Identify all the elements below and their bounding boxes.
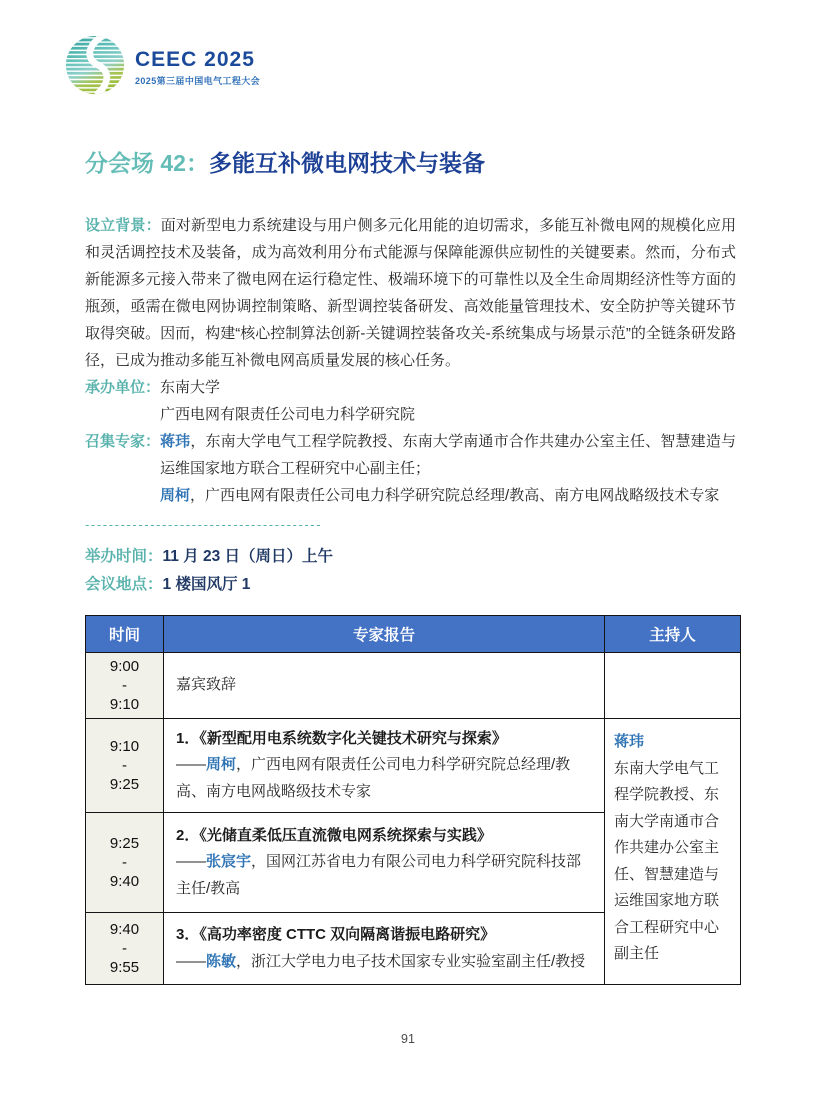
event-venue-row bbox=[85, 571, 736, 599]
moderator-cell bbox=[605, 719, 741, 985]
convener-name: 周柯 bbox=[160, 487, 191, 504]
time-cell bbox=[86, 813, 164, 913]
ceec-globe-icon bbox=[64, 34, 126, 101]
report-cell bbox=[164, 813, 605, 913]
time-start: 9:40 bbox=[109, 921, 140, 938]
time-separator: - bbox=[122, 940, 127, 957]
report-cell bbox=[164, 913, 605, 985]
convener-entry bbox=[160, 428, 736, 482]
report-title: 嘉宾致辞 bbox=[176, 676, 237, 694]
time-end: 9:25 bbox=[109, 776, 140, 793]
conveners-row bbox=[85, 428, 736, 509]
time-cell bbox=[86, 653, 164, 719]
time-start: 9:10 bbox=[109, 738, 140, 755]
background-label: 设立背景： bbox=[85, 217, 161, 234]
table-row bbox=[86, 653, 741, 719]
report-speaker-line bbox=[176, 752, 592, 805]
time-end: 9:55 bbox=[109, 959, 140, 976]
event-time-value: 11 月 23 日（周日）上午 bbox=[162, 548, 334, 565]
time-separator: - bbox=[122, 757, 127, 774]
moderator-name: 蒋玮 bbox=[614, 733, 645, 750]
session-number: 分会场 42： bbox=[85, 150, 209, 176]
time-separator: - bbox=[122, 677, 127, 694]
organizer-line: 广西电网有限责任公司电力科学研究院 bbox=[160, 406, 416, 423]
schedule-table bbox=[85, 615, 741, 985]
organizer-label: 承办单位： bbox=[85, 379, 161, 396]
organizer-line: 东南大学 bbox=[160, 379, 221, 396]
speaker-dash: —— bbox=[176, 853, 206, 871]
time-separator: - bbox=[122, 854, 127, 871]
report-title: 2．《光储直柔低压直流微电网系统探索与实践》 bbox=[176, 826, 492, 844]
time-end: 9:40 bbox=[109, 873, 140, 890]
event-venue-value: 1 楼国风厅 1 bbox=[162, 576, 251, 593]
session-name: 多能互补微电网技术与装备 bbox=[208, 150, 485, 176]
report-speaker-line bbox=[176, 949, 592, 976]
time-cell bbox=[86, 719, 164, 813]
convener-desc: ，广西电网有限责任公司电力科学研究院总经理/教高、南方电网战略级技术专家 bbox=[190, 487, 720, 504]
speaker-dash: —— bbox=[176, 756, 206, 774]
session-title bbox=[85, 148, 736, 178]
logo-subtitle: 2025第三届中国电气工程大会 bbox=[135, 76, 261, 86]
speaker-name: 周柯 bbox=[206, 756, 237, 774]
speaker-dash: —— bbox=[176, 952, 206, 970]
table-row bbox=[86, 719, 741, 813]
speaker-name: 张宸宇 bbox=[206, 853, 252, 871]
organizer-row bbox=[85, 374, 736, 428]
event-venue-label: 会议地点： bbox=[85, 576, 163, 593]
speaker-desc: ，广西电网有限责任公司电力科学研究院总经理/教高、南方电网战略级技术专家 bbox=[176, 756, 571, 800]
event-time-label: 举办时间： bbox=[85, 548, 163, 565]
dashed-separator: ---------------------------------------- bbox=[85, 517, 323, 532]
report-speaker-line bbox=[176, 849, 592, 902]
report-title: 1．《新型配用电系统数字化关键技术研究与探索》 bbox=[176, 729, 507, 747]
speaker-desc: ，浙江大学电力电子技术国家专业实验室副主任/教授 bbox=[236, 952, 586, 970]
time-cell bbox=[86, 913, 164, 985]
convener-name: 蒋玮 bbox=[160, 433, 191, 450]
convener-desc: ，东南大学电气工程学院教授、东南大学南通市合作共建办公室主任、智慧建造与运维国家地方联合工程研究中心副主任； bbox=[160, 433, 736, 477]
background-text: 面对新型电力系统建设与用户侧多元化用能的迫切需求，多能互补微电网的规模化应用和灵活调控技术及装备，成为高效利用分布式能源与保障能源供应韧性的关键要素。然而，分布式新能源多元接入带来了微电网在运行稳定性、极端环境下的可靠性以及全生命周期经济性等方面的瓶颈，亟需在微电网协调控制策略、新型调控装备研发、高效能量管理技术、安全防护等关键环节取得突破。因而，构建“核心控制算法创新-关键调控装备攻关-系统集成与场景示范”的全链条研发路径，已成为推动多能互补微电网高质量发展的核心任务。 bbox=[85, 217, 736, 369]
time-start: 9:00 bbox=[109, 658, 140, 675]
report-cell bbox=[164, 719, 605, 813]
report-cell bbox=[164, 653, 605, 719]
speaker-desc: ，国网江苏省电力有限公司电力科学研究院科技部主任/教高 bbox=[176, 853, 582, 897]
header-report: 专家报告 bbox=[164, 616, 605, 653]
logo-title: CEEC 2025 bbox=[135, 48, 255, 71]
convener-entry bbox=[160, 482, 736, 509]
header-moderator: 主持人 bbox=[605, 616, 741, 653]
background-paragraph bbox=[85, 212, 736, 374]
page-number: 91 bbox=[401, 1032, 415, 1046]
document-body bbox=[85, 148, 736, 985]
time-start: 9:25 bbox=[109, 835, 140, 852]
header-time: 时间 bbox=[86, 616, 164, 653]
table-header-row bbox=[86, 616, 741, 653]
time-end: 9:10 bbox=[109, 696, 140, 713]
ceec-logo bbox=[64, 34, 260, 101]
moderator-desc: 东南大学电气工程学院教授、东南大学南通市合作共建办公室主任、智慧建造与运维国家地方联合工程研究中心副主任 bbox=[614, 759, 720, 962]
moderator-cell-empty bbox=[605, 653, 741, 719]
conveners-label: 召集专家： bbox=[85, 433, 161, 450]
report-title: 3．《高功率密度 CTTC 双向隔离谐振电路研究》 bbox=[176, 926, 496, 943]
speaker-name: 陈敏 bbox=[206, 952, 237, 970]
event-time-row bbox=[85, 543, 736, 571]
